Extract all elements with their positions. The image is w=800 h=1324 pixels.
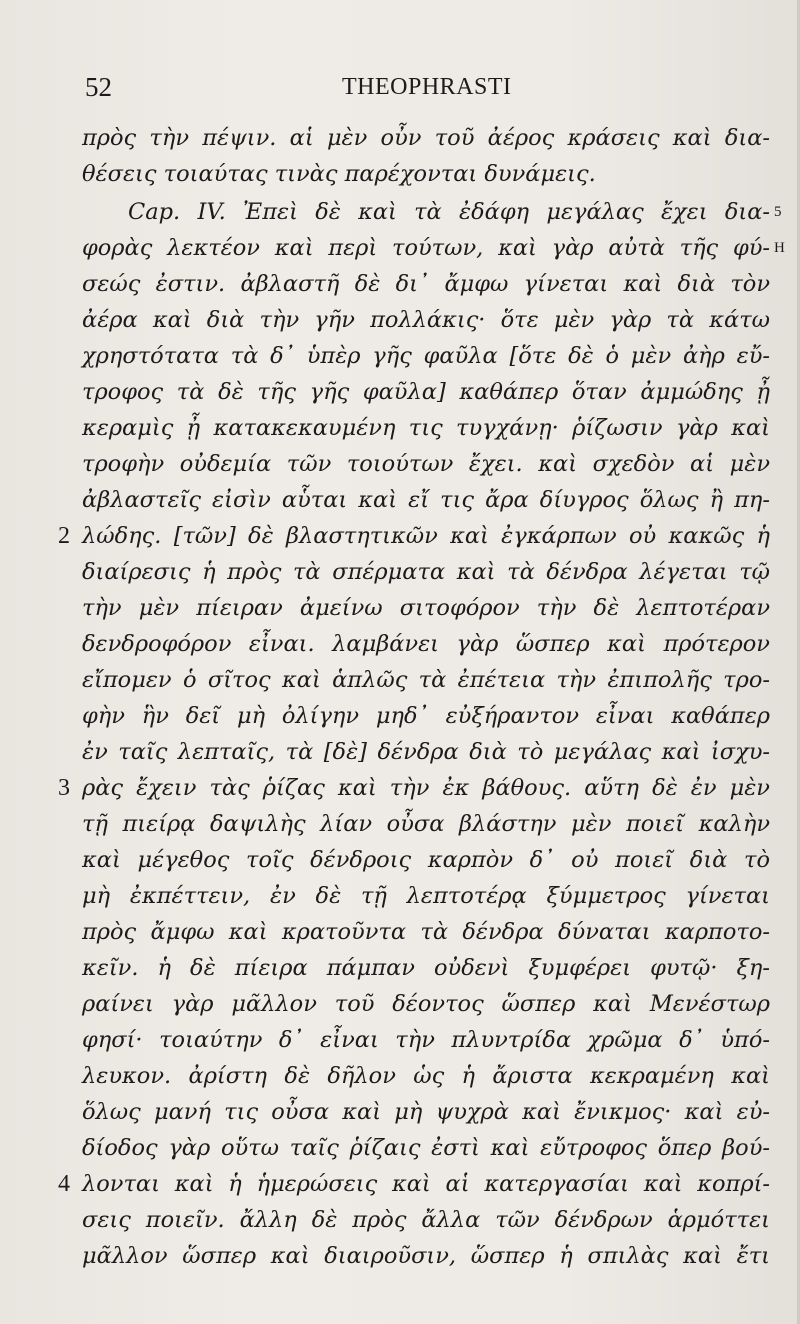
text-line: σεώς ἐστιν. ἀβλαστῆ δὲ δι᾽ ἄμφω γίνεται καὶ διὰ τὸν <box>82 271 770 297</box>
text-line: ραίνει γὰρ μᾶλλον τοῦ δέοντος ὥσπερ καὶ Μενέστωρ <box>82 991 770 1017</box>
section-number-3: 3 <box>58 775 70 801</box>
page-number: 52 <box>85 72 112 102</box>
text-line: τῇ πιείρᾳ δαψιλὴς λίαν οὖσα βλάστην μὲν ποιεῖ καλὴν <box>82 811 770 837</box>
text-line: ἀβλαστεῖς εἰσὶν αὗται καὶ εἴ τις ἄρα δίυγρος ὅλως ἢ πη- <box>82 487 770 513</box>
margin-reference: 5 H <box>774 204 787 256</box>
chapter-heading-line: Cap. IV. Ἐπεὶ δὲ καὶ τὰ ἐδάφη μεγάλας ἔχει δια- <box>128 199 770 225</box>
text-line: τὴν μὲν πίειραν ἀμείνω σιτοφόρον τὴν δὲ λεπτοτέραν <box>82 595 770 621</box>
text-line: λονται καὶ ἡ ἡμερώσεις καὶ αἱ κατεργασίαι καὶ κοπρί- <box>82 1171 770 1197</box>
text-line: διαίρεσις ἡ πρὸς τὰ σπέρματα καὶ τὰ δένδρα λέγεται τῷ <box>82 559 770 585</box>
text-line: ὅλως μανή τις οὖσα καὶ μὴ ψυχρὰ καὶ ἔνικμος· καὶ εὐ- <box>82 1099 770 1125</box>
text-line: δενδροφόρον εἶναι. λαμβάνει γὰρ ὥσπερ καὶ πρότερον <box>82 631 770 657</box>
text-line: ἐν ταῖς λεπταῖς, τὰ [δὲ] δένδρα διὰ τὸ μεγάλας καὶ ἰσχυ- <box>82 739 770 765</box>
text-line: θέσεις τοιαύτας τινὰς παρέχονται δυνάμεις. <box>82 161 596 187</box>
section-number-4: 4 <box>58 1171 70 1197</box>
text-line: τροφὴν οὐδεμία τῶν τοιούτων ἔχει. καὶ σχεδὸν αἱ μὲν <box>82 451 770 477</box>
text-line: δίοδος γὰρ οὕτω ταῖς ῥίζαις ἐστὶ καὶ εὔτροφος ὅπερ βού- <box>82 1135 770 1161</box>
text-line: χρηστότατα τὰ δ᾽ ὑπὲρ γῆς φαῦλα [ὅτε δὲ ὁ μὲν ἀὴρ εὔ- <box>82 343 770 369</box>
text-line: κεραμὶς ᾖ κατακεκαυμένη τις τυγχάνῃ· ῥίζωσιν γὰρ καὶ <box>82 415 770 441</box>
text-line: εἴπομεν ὁ σῖτος καὶ ἁπλῶς τὰ ἐπέτεια τὴν ἐπιπολῆς τρο- <box>82 667 770 693</box>
text-line: φὴν ἣν δεῖ μὴ ὀλίγην μηδ᾽ εὐξήραντον εἶναι καθάπερ <box>82 703 770 729</box>
text-line: σεις ποιεῖν. ἄλλη δὲ πρὸς ἄλλα τῶν δένδρων ἁρμόττει <box>82 1207 770 1233</box>
running-title: THEOPHRASTI <box>342 74 512 100</box>
text-line: μὴ ἐκπέττειν, ἐν δὲ τῇ λεπτοτέρᾳ ξύμμετρος γίνεται <box>82 883 770 909</box>
text-line: καὶ μέγεθος τοῖς δένδροις καρπὸν δ᾽ οὐ ποιεῖ διὰ τὸ <box>82 847 770 873</box>
text-line: ἀέρα καὶ διὰ τὴν γῆν πολλάκις· ὅτε μὲν γὰρ τὰ κάτω <box>82 307 770 333</box>
text-line: φορὰς λεκτέον καὶ περὶ τούτων, καὶ γὰρ αὐτὰ τῆς φύ- <box>82 235 770 261</box>
text-line: λώδης. [τῶν] δὲ βλαστητικῶν καὶ ἐγκάρπων οὐ κακῶς ἡ <box>82 523 770 549</box>
text-line: πρὸς τὴν πέψιν. αἱ μὲν οὖν τοῦ ἀέρος κράσεις καὶ δια- <box>82 125 770 151</box>
text-line: λευκον. ἀρίστη δὲ δῆλον ὡς ἡ ἄριστα κεκραμένη καὶ <box>82 1063 770 1089</box>
page-header <box>0 72 800 112</box>
text-line: πρὸς ἄμφω καὶ κρατοῦντα τὰ δένδρα δύναται καρποτο- <box>82 919 770 945</box>
text-line: μᾶλλον ὥσπερ καὶ διαιροῦσιν, ὥσπερ ἡ σπιλὰς καὶ ἔτι <box>82 1243 770 1269</box>
text-line: κεῖν. ἡ δὲ πίειρα πάμπαν οὐδενὶ ξυμφέρει φυτῷ· ξη- <box>82 955 770 981</box>
text-line: ρὰς ἔχειν τὰς ῥίζας καὶ τὴν ἐκ βάθους. αὕτη δὲ ἐν μὲν <box>82 775 770 801</box>
text-line: φησί· τοιαύτην δ᾽ εἶναι τὴν πλυντρίδα χρῶμα δ᾽ ὑπό- <box>82 1027 770 1053</box>
text-line: τροφος τὰ δὲ τῆς γῆς φαῦλα] καθάπερ ὅταν ἀμμώδης ᾖ <box>82 379 770 405</box>
section-number-2: 2 <box>58 523 70 549</box>
